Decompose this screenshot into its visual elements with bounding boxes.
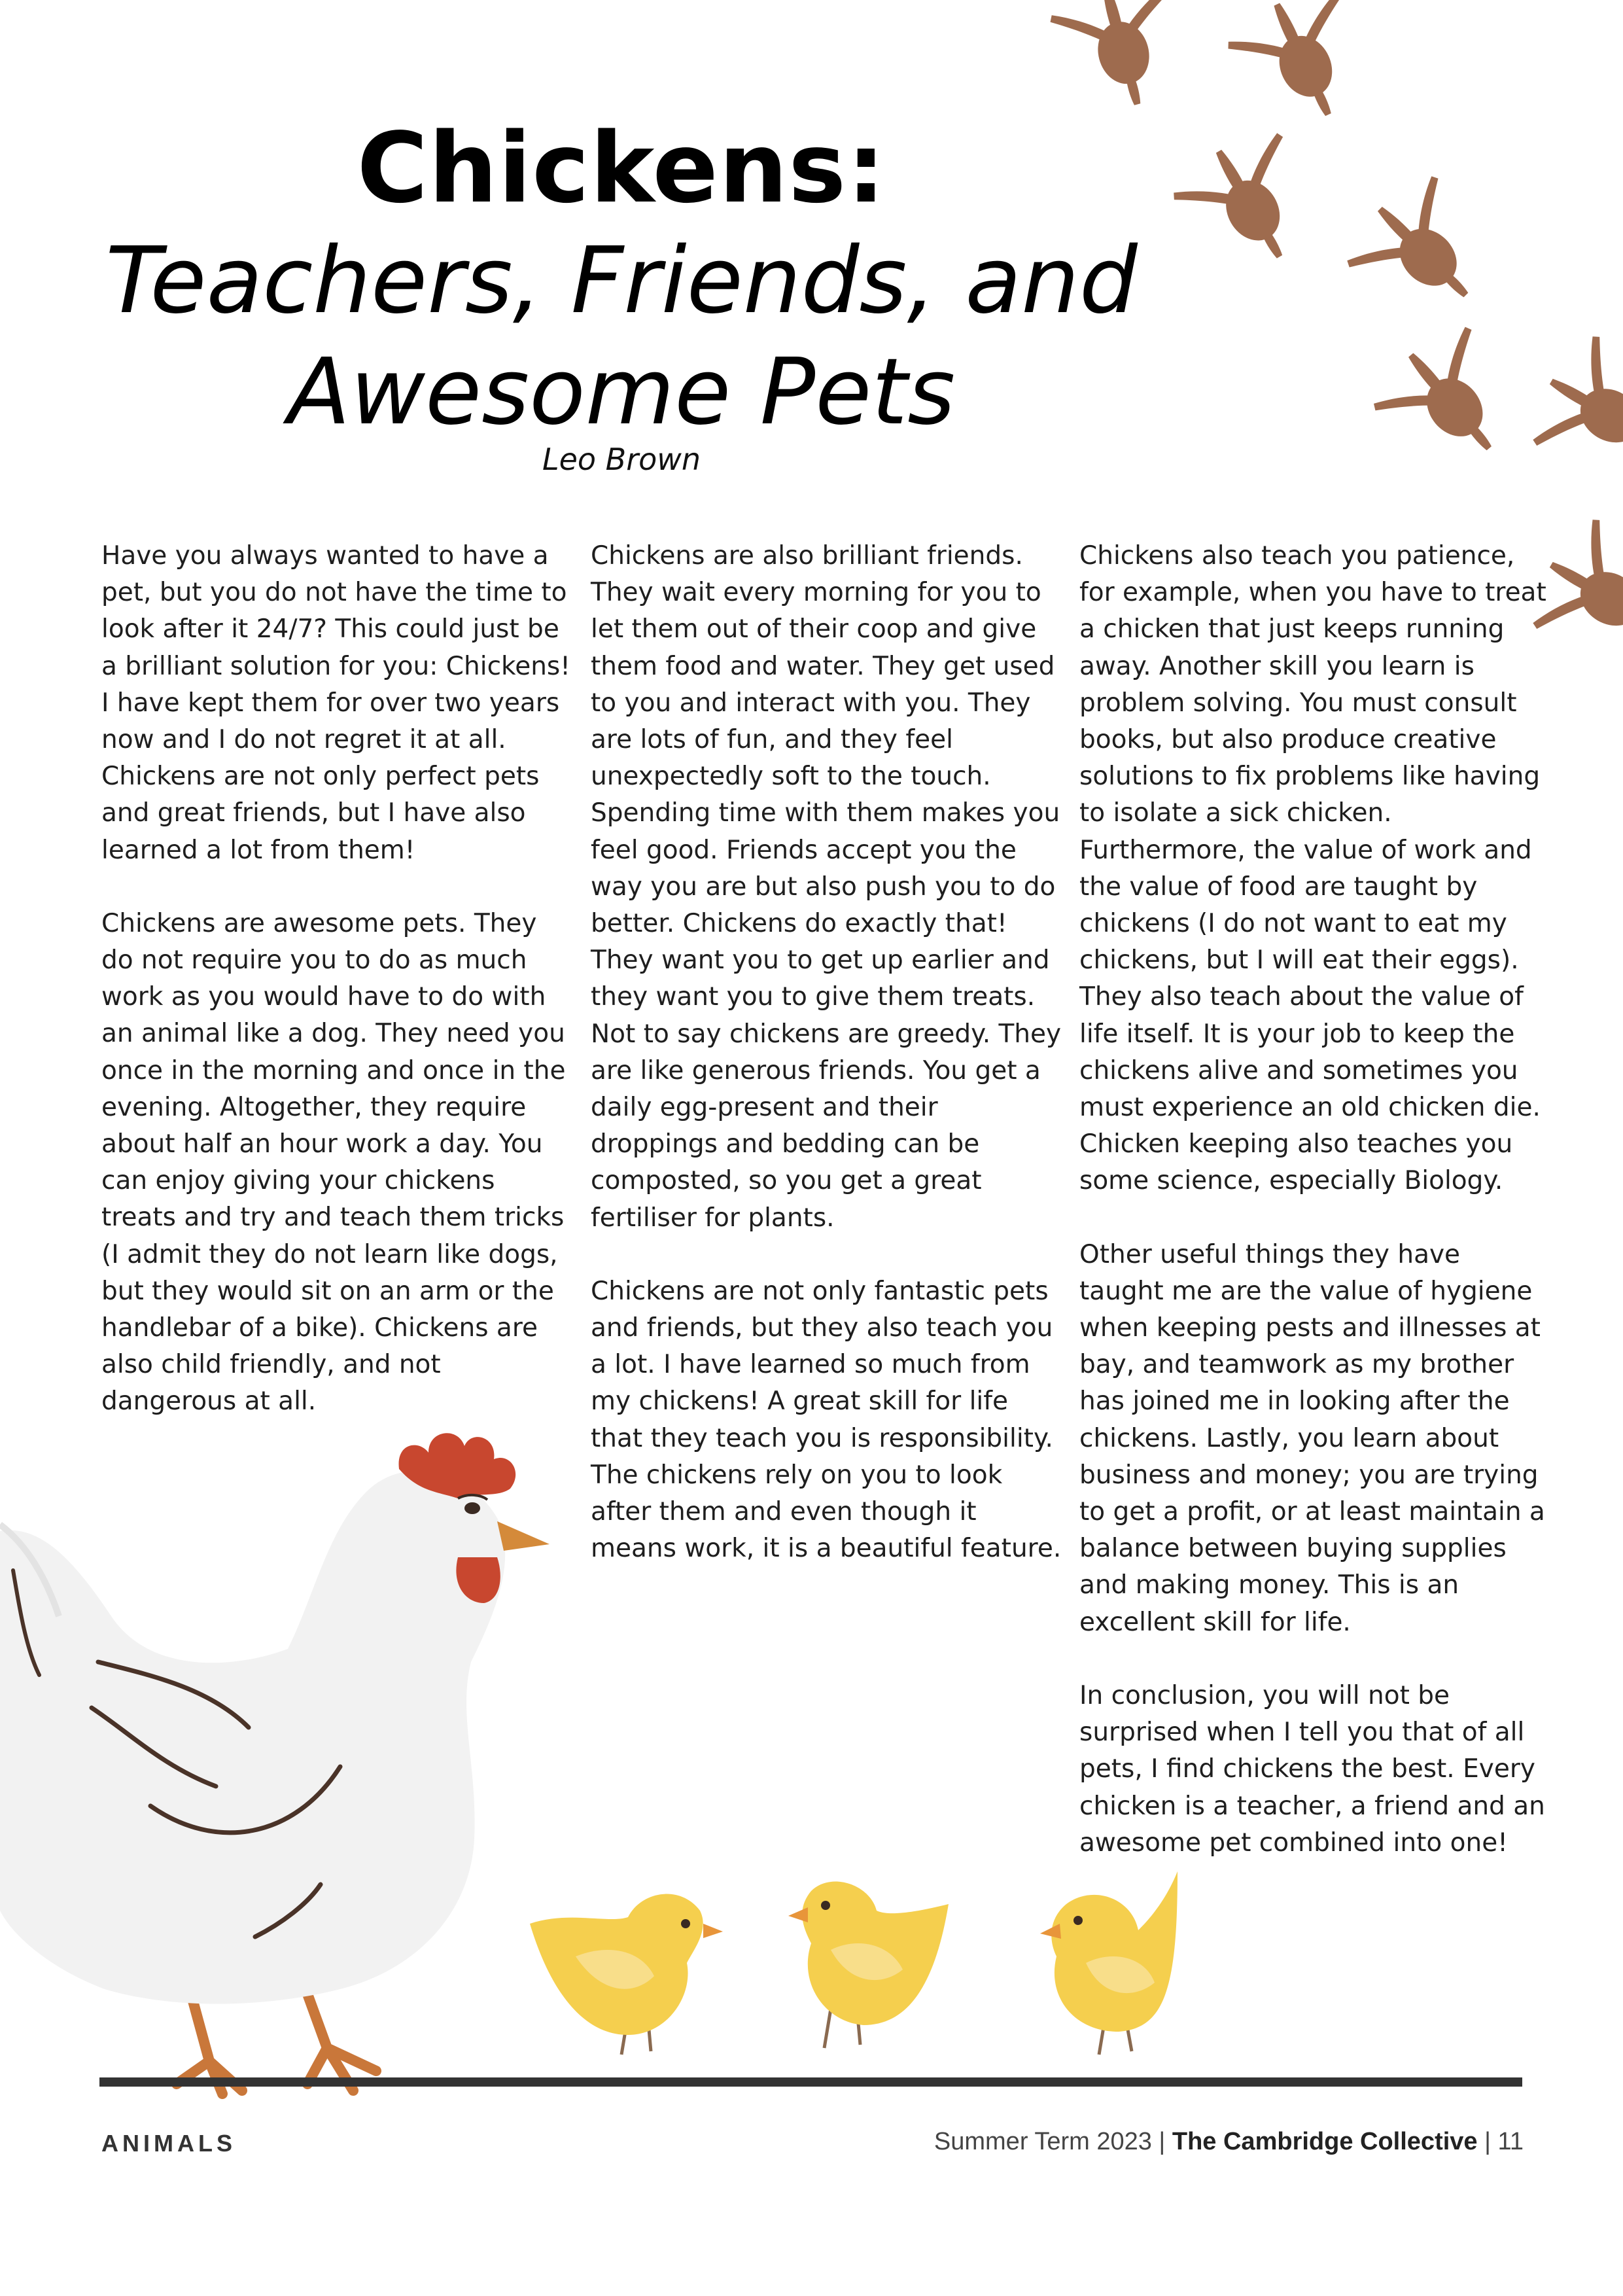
paragraph: Chickens are awesome pets. They do not require you to do as much work as you would have to do with an animal like a dog. They need you once in the morning and once in the evening. Altogether, they require about half an hour work a day. You can enjoy giving your chickens treats and try and teach them tricks (I admit they do not learn like dogs, but they would sit on an arm or the handlebar of a bike). Chickens are also child friendly, and not dangerous at all. [101, 908, 566, 1417]
footer-publication: The Cambridge Collective [1172, 2128, 1478, 2155]
article-title: Chickens: [357, 112, 886, 224]
paragraph: Chickens also teach you patience, for example, when you have to treat a chicken that just keeps running away. Another skill you learn is problem solving. You must consult books, but also produce creative solutions to fix problems like having to isolate a sick chicken. Furthermore, the value of work and the value of food are taught by chickens (I do not want to eat my chickens, but I will eat their eggs). They also teach about the value of life itself. It is your job to keep the chickens alive and sometimes you must experience an old chicken die. Chicken keeping also teaches you some science, especially Biology. [1079, 541, 1546, 1196]
paragraph: Chickens are not only fantastic pets and friends, but they also teach you a lot. I have learned so much from my chickens! A great skill for life that they teach you is responsibility. The chickens rely on you to look after them and even though it means work, it is a beautiful feature. [591, 1276, 1062, 1564]
article-subtitle-line2: Awesome Pets [287, 339, 956, 446]
title-block [98, 111, 1145, 448]
footer-page-number: 11 [1497, 2128, 1524, 2155]
chicken-footprint-icon [1336, 165, 1510, 340]
article-subtitle-line1: Teachers, Friends, and [105, 228, 1138, 334]
footer-separator: | [1477, 2128, 1498, 2155]
chick-illustration [530, 1894, 723, 2055]
paragraph: Other useful things they have taught me are the value of hygiene when keeping pests and illnesses at bay, and teamwork as my brother has joined me in looking after the chickens. Lastly, you learn about business and money; you are trying to get a profit, or at least maintain a balance between buying supplies and making money. This is an excellent skill for life. [1079, 1239, 1545, 1637]
chicken-footprint-icon [1363, 315, 1537, 489]
chickens-illustration [0, 1407, 1623, 2100]
ground-line [99, 2077, 1522, 2087]
text-column-1 [101, 538, 572, 1457]
author-byline: Leo Brown [542, 442, 701, 477]
chicken-footprint-icon [1520, 327, 1623, 497]
chicken-footprint-icon [1164, 120, 1334, 288]
chicken-footprint-icon [1220, 0, 1386, 141]
footer-publication-info [934, 2128, 1524, 2156]
paragraph: Have you always wanted to have a pet, but you do not have the time to look after it 24/7? This could just be a brilliant solution for you: Chickens! I have kept them for over two years now and I do not regret it at all. Chickens are not only perfect pets and great friends, but I have also learned a lot from them! [101, 541, 570, 865]
chick-illustration [1040, 1871, 1178, 2055]
footer-term: Summer Term 2023 [934, 2128, 1152, 2155]
footer-section-label: ANIMALS [101, 2130, 236, 2157]
chicken-footprint-icon [1045, 0, 1198, 120]
chick-illustration [788, 1882, 949, 2048]
footer-separator: | [1151, 2128, 1172, 2155]
paragraph: In conclusion, you will not be surprised when I tell you that of all pets, I find chickens the best. Every chicken is a teacher, a friend and an awesome pet combined into one! [1079, 1680, 1545, 1858]
hen-illustration [0, 1433, 550, 2094]
paragraph: Chickens are also brilliant friends. They wait every morning for you to let them out of their coop and give them food and water. They get used to you and interact with you. They are lots of fun, and they feel unexpectedly soft to the touch. Spending time with them makes you feel good. Friends accept you the way you are but also push you to do better. Chickens do exactly that! They want you to get up earlier and they want you to give them treats. Not to say chickens are greedy. They are like generous friends. You get a daily egg-present and their droppings and bedding can be composted, so you get a great fertiliser for plants. [591, 541, 1062, 1233]
